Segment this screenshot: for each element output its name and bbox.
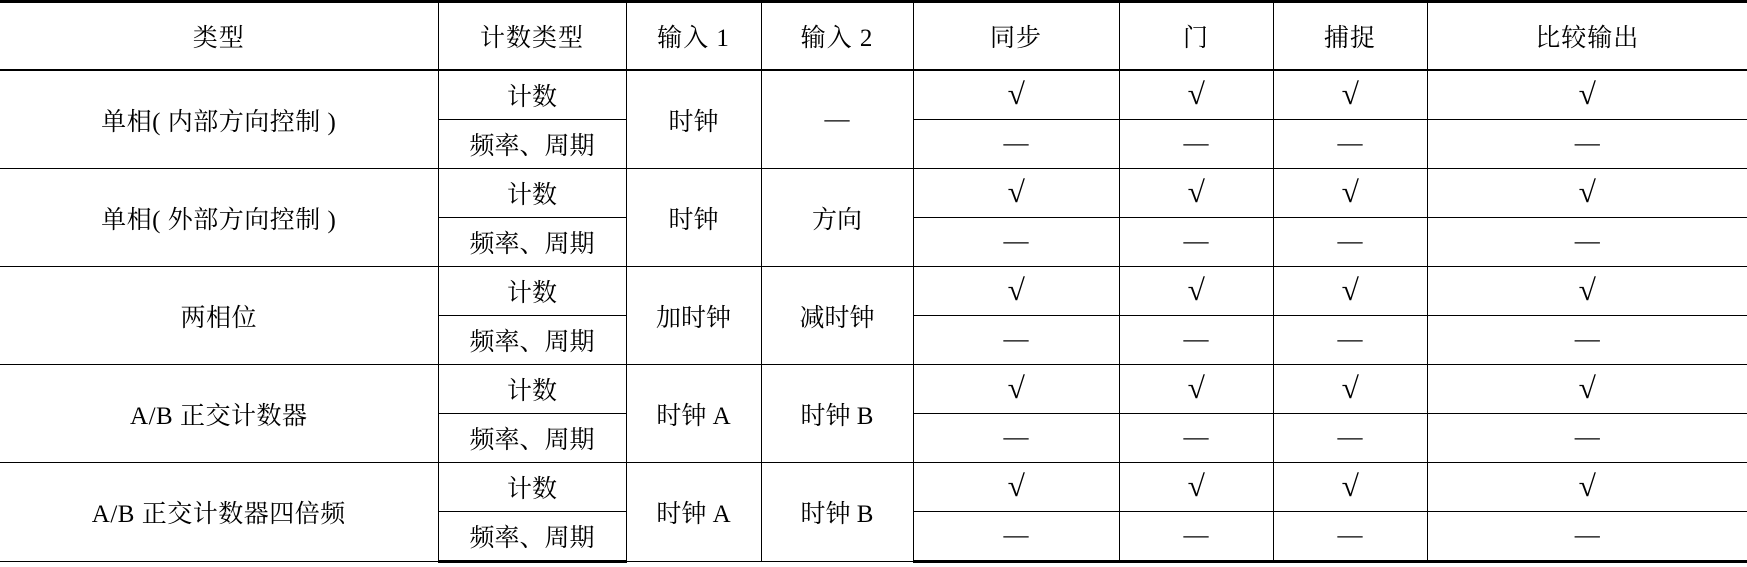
row-input2: 减时钟 [761, 267, 913, 365]
dash-icon: — [1003, 522, 1029, 549]
check-icon: √ [1187, 469, 1205, 503]
cell-sync-count [913, 70, 1119, 120]
dash-icon: — [1337, 326, 1363, 353]
cell-gate-freq [1119, 512, 1273, 562]
row-type-label: 单相( 内部方向控制 ) [0, 70, 438, 169]
dash-icon: — [1003, 424, 1029, 451]
row-input1: 时钟 A [626, 365, 761, 463]
sub-label-freq-period: 频率、周期 [438, 120, 626, 169]
dash-icon: — [1574, 424, 1600, 451]
cell-gate-freq [1119, 414, 1273, 463]
cell-capture-freq [1273, 414, 1427, 463]
table-row [0, 267, 1747, 316]
dash-icon: — [1337, 522, 1363, 549]
check-icon: √ [1578, 469, 1596, 503]
cell-capture-freq [1273, 512, 1427, 562]
dash-icon: — [1183, 130, 1209, 157]
row-input1: 时钟 [626, 169, 761, 267]
table-row [0, 365, 1747, 414]
row-type-label: 单相( 外部方向控制 ) [0, 169, 438, 267]
row-input2: 时钟 B [761, 365, 913, 463]
sub-label-freq-period: 频率、周期 [438, 512, 626, 562]
dash-icon: — [1337, 228, 1363, 255]
cell-compare-freq [1427, 316, 1747, 365]
table-row [0, 169, 1747, 218]
cell-capture-count [1273, 169, 1427, 218]
cell-compare-count [1427, 463, 1747, 512]
dash-icon: — [1574, 326, 1600, 353]
cell-capture-count [1273, 365, 1427, 414]
dash-icon: — [1574, 228, 1600, 255]
cell-sync-count [913, 365, 1119, 414]
sub-label-count: 计数 [438, 267, 626, 316]
dash-icon: — [1003, 228, 1029, 255]
header-input2: 输入 2 [761, 2, 913, 71]
cell-gate-freq [1119, 120, 1273, 169]
check-icon: √ [1578, 273, 1596, 307]
check-icon: √ [1007, 469, 1025, 503]
check-icon: √ [1341, 469, 1359, 503]
row-input1: 时钟 A [626, 463, 761, 562]
cell-capture-freq [1273, 120, 1427, 169]
row-input1: 加时钟 [626, 267, 761, 365]
cell-gate-count [1119, 365, 1273, 414]
sub-label-count: 计数 [438, 463, 626, 512]
cell-sync-freq [913, 316, 1119, 365]
cell-sync-freq [913, 120, 1119, 169]
check-icon: √ [1341, 175, 1359, 209]
header-count-type: 计数类型 [438, 2, 626, 71]
check-icon: √ [1187, 175, 1205, 209]
header-gate: 门 [1119, 2, 1273, 71]
cell-sync-freq [913, 414, 1119, 463]
table-row [0, 70, 1747, 120]
check-icon: √ [1187, 371, 1205, 405]
table-header-row [0, 2, 1747, 71]
row-input2: — [761, 70, 913, 169]
cell-compare-count [1427, 365, 1747, 414]
cell-gate-count [1119, 70, 1273, 120]
cell-compare-freq [1427, 120, 1747, 169]
header-input1: 输入 1 [626, 2, 761, 71]
sub-label-count: 计数 [438, 169, 626, 218]
dash-icon: — [1337, 424, 1363, 451]
cell-gate-freq [1119, 218, 1273, 267]
check-icon: √ [1341, 371, 1359, 405]
cell-sync-count [913, 463, 1119, 512]
cell-compare-count [1427, 267, 1747, 316]
dash-icon: — [1183, 326, 1209, 353]
dash-icon: — [1183, 424, 1209, 451]
check-icon: √ [1007, 175, 1025, 209]
dash-icon: — [1003, 326, 1029, 353]
dash-icon: — [1183, 228, 1209, 255]
row-type-label: A/B 正交计数器 [0, 365, 438, 463]
check-icon: √ [1007, 77, 1025, 111]
check-icon: √ [1578, 77, 1596, 111]
row-type-label: 两相位 [0, 267, 438, 365]
table-row [0, 463, 1747, 512]
check-icon: √ [1341, 77, 1359, 111]
cell-compare-freq [1427, 218, 1747, 267]
header-capture: 捕捉 [1273, 2, 1427, 71]
check-icon: √ [1187, 273, 1205, 307]
sub-label-count: 计数 [438, 70, 626, 120]
cell-capture-freq [1273, 218, 1427, 267]
check-icon: √ [1578, 371, 1596, 405]
sub-label-freq-period: 频率、周期 [438, 218, 626, 267]
check-icon: √ [1341, 273, 1359, 307]
row-input2: 时钟 B [761, 463, 913, 562]
cell-compare-count [1427, 70, 1747, 120]
cell-capture-count [1273, 70, 1427, 120]
dash-icon: — [1337, 130, 1363, 157]
cell-gate-count [1119, 169, 1273, 218]
check-icon: √ [1187, 77, 1205, 111]
cell-capture-count [1273, 463, 1427, 512]
cell-compare-count [1427, 169, 1747, 218]
check-icon: √ [1007, 371, 1025, 405]
cell-sync-count [913, 169, 1119, 218]
sub-label-count: 计数 [438, 365, 626, 414]
cell-capture-freq [1273, 316, 1427, 365]
cell-gate-count [1119, 267, 1273, 316]
cell-sync-freq [913, 512, 1119, 562]
row-input1: 时钟 [626, 70, 761, 169]
header-compare-output: 比较输出 [1427, 2, 1747, 71]
check-icon: √ [1007, 273, 1025, 307]
cell-gate-freq [1119, 316, 1273, 365]
dash-icon: — [1183, 522, 1209, 549]
cell-sync-freq [913, 218, 1119, 267]
sub-label-freq-period: 频率、周期 [438, 316, 626, 365]
check-icon: √ [1578, 175, 1596, 209]
cell-compare-freq [1427, 512, 1747, 562]
cell-gate-count [1119, 463, 1273, 512]
dash-icon: — [1003, 130, 1029, 157]
row-type-label: A/B 正交计数器四倍频 [0, 463, 438, 562]
dash-icon: — [1574, 130, 1600, 157]
header-sync: 同步 [913, 2, 1119, 71]
cell-capture-count [1273, 267, 1427, 316]
cell-sync-count [913, 267, 1119, 316]
cell-compare-freq [1427, 414, 1747, 463]
dash-icon: — [1574, 522, 1600, 549]
row-input2: 方向 [761, 169, 913, 267]
header-type: 类型 [0, 2, 438, 71]
sub-label-freq-period: 频率、周期 [438, 414, 626, 463]
